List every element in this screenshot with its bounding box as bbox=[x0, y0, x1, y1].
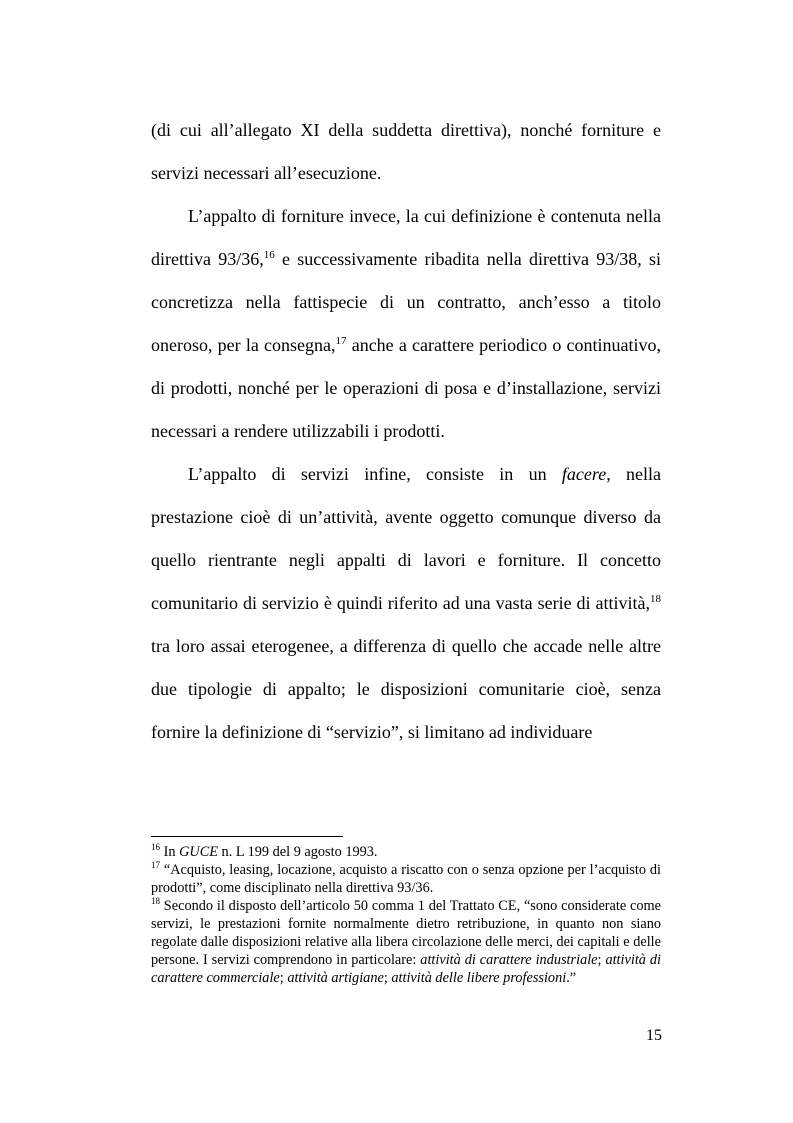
paragraph-3 bbox=[151, 453, 661, 754]
page-number: 15 bbox=[646, 1027, 662, 1044]
footnote-18-end: .” bbox=[566, 970, 577, 986]
footnote-18-italic-3: attività artigiane bbox=[287, 970, 384, 986]
footnote-18 bbox=[151, 897, 661, 987]
main-text bbox=[151, 109, 661, 754]
footnote-separator bbox=[151, 836, 343, 837]
paragraph-1-text: (di cui all’allegato XI della suddetta direttiva), nonché forniture e servizi necessari all’esecuzione. bbox=[151, 120, 661, 183]
footnote-16-number: 16 bbox=[151, 842, 160, 853]
footnote-18-number: 18 bbox=[151, 896, 160, 907]
footnote-18-italic-1: attività di carattere industriale bbox=[420, 952, 598, 968]
footnote-18-sep-1: ; bbox=[597, 952, 606, 968]
footnote-17-text: “Acquisto, leasing, locazione, acquisto a riscatto con o senza opzione per l’acquisto di prodotti”, come disciplinato nella direttiva 93/36. bbox=[151, 862, 661, 896]
paragraph-2-part-3: anche a carattere periodico o continuativo, di prodotti, nonché per le operazioni di posa e d’installazione, servizi necessari a rendere utilizzabili i prodotti. bbox=[151, 335, 662, 441]
paragraph-2-part-1: L’appalto di forniture invece, la cui definizione è contenuta nella direttiva 93/36, bbox=[151, 206, 661, 269]
footnote-18-italic-2: attività di carattere commerciale bbox=[151, 952, 661, 986]
footnote-16 bbox=[151, 843, 661, 861]
footnote-17-number: 17 bbox=[151, 860, 160, 871]
paragraph-3-part-3: tra loro assai eterogenee, a differenza di quello che accade nelle altre due tipologie di appalto; le disposizioni comunitarie cioè, senza fornire la definizione di “servizio”, si limitano ad individuare bbox=[151, 636, 661, 742]
footnote-ref-17: 17 bbox=[335, 335, 347, 347]
footnote-18-sep-2: ; bbox=[279, 970, 288, 986]
footnote-ref-16: 16 bbox=[263, 249, 275, 261]
paragraph-2 bbox=[151, 195, 661, 453]
paragraph-1 bbox=[151, 109, 661, 195]
footnote-17 bbox=[151, 861, 661, 897]
footnote-18-italic-4: attività delle libere professioni bbox=[391, 970, 567, 986]
footnote-16-post: n. L 199 del 9 agosto 1993. bbox=[217, 844, 378, 860]
footnotes bbox=[151, 843, 661, 987]
paragraph-3-part-1: L’appalto di servizi infine, consiste in un bbox=[188, 464, 562, 484]
footnote-18-text: Secondo il disposto dell’articolo 50 comma 1 del Trattato CE, “sono considerate come servizi, le prestazioni fornite normalmente dietro retribuzione, in quanto non siano regolate dalle disposizioni relative alla libera circolazione delle merci, dei capitali e delle persone. I servizi comprendono in particolare: bbox=[151, 898, 661, 968]
footnote-ref-18: 18 bbox=[650, 593, 661, 605]
paragraph-3-italic-term: facere bbox=[561, 464, 607, 484]
footnote-16-italic: GUCE bbox=[179, 844, 218, 860]
footnote-18-sep-3: ; bbox=[383, 970, 392, 986]
paragraph-3-part-2: , nella prestazione cioè di un’attività, avente oggetto comunque diverso da quello rientrante negli appalti di lavori e forniture. Il concetto comunitario di servizio è quindi riferito ad una vasta serie di attività, bbox=[151, 464, 662, 613]
footnote-16-pre: In bbox=[160, 844, 180, 860]
paragraph-2-part-2: e successivamente ribadita nella direttiva 93/38, si concretizza nella fattispecie di un contratto, anch’esso a titolo oneroso, per la consegna, bbox=[151, 249, 661, 355]
